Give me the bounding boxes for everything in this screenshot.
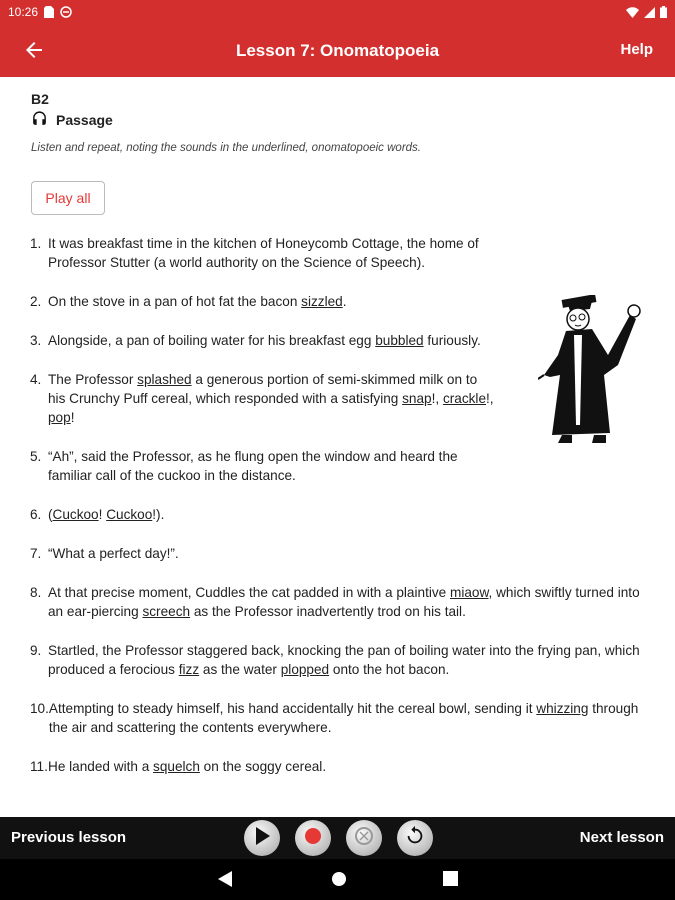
wifi-icon	[626, 7, 639, 18]
item-number: 2.	[30, 294, 42, 309]
nav-home-icon[interactable]	[331, 871, 347, 892]
text-segment: On the stove in a pan of hot fat the bacon	[48, 294, 302, 309]
nav-back-icon[interactable]	[218, 871, 232, 892]
repeat-icon	[404, 825, 426, 852]
help-button[interactable]: Help	[620, 41, 653, 58]
app-bar	[0, 24, 675, 77]
item-number: 3.	[30, 333, 42, 348]
playback-button[interactable]	[346, 820, 382, 856]
lesson-content[interactable]	[0, 77, 675, 817]
signal-icon	[644, 7, 655, 18]
status-bar	[0, 0, 675, 24]
item-number: 11.	[30, 759, 48, 774]
passage-heading	[31, 110, 113, 130]
onomatopoeic-word[interactable]: Cuckoo	[106, 507, 153, 522]
passage-label: Passage	[56, 112, 113, 128]
text-segment: through the air and scattering the contents everywhere.	[48, 701, 639, 735]
text-segment: !	[98, 507, 107, 522]
item-text	[48, 234, 494, 272]
item-number: 8.	[30, 585, 42, 600]
item-number: 10.	[30, 701, 49, 716]
text-segment: as the Professor inadvertently trod on his tail.	[190, 604, 466, 619]
item-number: 9.	[30, 643, 42, 658]
headphones-icon	[31, 110, 48, 130]
item-text	[48, 505, 642, 524]
back-arrow-icon[interactable]	[22, 38, 46, 62]
text-segment: At that precise moment, Cuddles the cat padded in with a plaintive	[48, 585, 450, 600]
playback-icon	[354, 826, 374, 851]
professor-illustration	[538, 295, 642, 445]
onomatopoeic-word[interactable]: whizzing	[536, 701, 589, 716]
onomatopoeic-word[interactable]: sizzled	[301, 294, 343, 309]
item-number: 1.	[30, 236, 42, 251]
onomatopoeic-word[interactable]: plopped	[280, 662, 330, 677]
text-segment: Alongside, a pan of boiling water for his breakfast egg	[48, 333, 376, 348]
passage-item[interactable]	[30, 641, 642, 679]
item-text	[48, 331, 494, 350]
text-segment: .	[342, 294, 347, 309]
section-code: B2	[31, 91, 49, 107]
nav-recents-icon[interactable]	[443, 871, 458, 891]
record-icon	[304, 827, 322, 850]
play-all-button[interactable]: Play all	[31, 181, 105, 215]
sim-card-icon	[44, 6, 54, 18]
text-segment: as the water	[199, 662, 281, 677]
page-title: Lesson 7: Onomatopoeia	[235, 40, 440, 60]
text-segment: Startled, the Professor staggered back, knocking the pan of boiling water into the frying pan, which produced a ferocious	[48, 643, 640, 677]
item-text	[49, 699, 642, 737]
text-segment: !	[70, 410, 75, 425]
text-segment: furiously.	[423, 333, 481, 348]
status-time: 10:26	[8, 5, 39, 19]
text-segment: “What a perfect day!”.	[48, 546, 179, 561]
onomatopoeic-word[interactable]: squelch	[153, 759, 200, 774]
passage-item[interactable]	[30, 544, 642, 563]
text-segment: on the soggy cereal.	[199, 759, 327, 774]
text-segment: !).	[152, 507, 165, 522]
item-number: 7.	[30, 546, 42, 561]
onomatopoeic-word[interactable]: screech	[142, 604, 191, 619]
onomatopoeic-word[interactable]: splashed	[137, 372, 192, 387]
text-segment: Attempting to steady himself, his hand accidentally hit the cereal bowl, sending it	[48, 701, 537, 716]
play-icon	[254, 827, 270, 850]
onomatopoeic-word[interactable]: miaow	[450, 585, 489, 600]
next-lesson-button[interactable]: Next lesson	[579, 829, 664, 846]
passage-item[interactable]	[30, 757, 642, 776]
previous-lesson-button[interactable]: Previous lesson	[11, 829, 127, 846]
item-text	[48, 641, 642, 679]
passage-item[interactable]	[30, 447, 642, 485]
text-segment: a generous portion of semi-skimmed milk on to his Crunchy Puff cereal, which responded with a satisfying	[48, 372, 478, 406]
text-segment: !,	[431, 391, 443, 406]
item-number: 4.	[30, 372, 42, 387]
onomatopoeic-word[interactable]: Cuckoo	[52, 507, 99, 522]
text-segment: “Ah”, said the Professor, as he flung open the window and heard the familiar call of the cuckoo in the distance.	[48, 449, 458, 483]
text-segment: !,	[486, 391, 494, 406]
passage-item[interactable]	[30, 583, 642, 621]
text-segment: onto the hot bacon.	[329, 662, 450, 677]
record-button[interactable]	[295, 820, 331, 856]
instruction-text: Listen and repeat, noting the sounds in the underlined, onomatopoeic words.	[31, 142, 421, 154]
text-segment: It was breakfast time in the kitchen of Honeycomb Cottage, the home of Professor Stutter (a world authority on the Science of Speech).	[48, 236, 479, 270]
item-text	[48, 544, 642, 563]
no-disturb-icon	[60, 6, 72, 18]
onomatopoeic-word[interactable]: pop	[48, 410, 71, 425]
item-text	[48, 370, 494, 427]
bottom-bar	[0, 817, 675, 859]
repeat-button[interactable]	[397, 820, 433, 856]
battery-icon	[660, 6, 667, 18]
item-text	[48, 757, 642, 776]
play-button[interactable]	[244, 820, 280, 856]
passage-item[interactable]	[30, 234, 642, 272]
onomatopoeic-word[interactable]: snap	[402, 391, 432, 406]
passage-item[interactable]	[30, 505, 642, 524]
onomatopoeic-word[interactable]: crackle	[442, 391, 487, 406]
onomatopoeic-word[interactable]: bubbled	[375, 333, 424, 348]
onomatopoeic-word[interactable]: fizz	[178, 662, 200, 677]
system-nav-bar	[0, 859, 675, 900]
item-text	[48, 292, 494, 311]
text-segment: , which swiftly turned into an ear-piercing	[48, 585, 640, 619]
item-text	[48, 447, 494, 485]
text-segment: The Professor	[48, 372, 138, 387]
item-number: 6.	[30, 507, 42, 522]
item-text	[48, 583, 642, 621]
text-segment: (	[48, 507, 53, 522]
item-number: 5.	[30, 449, 42, 464]
text-segment: He landed with a	[48, 759, 154, 774]
passage-item[interactable]	[30, 699, 642, 737]
